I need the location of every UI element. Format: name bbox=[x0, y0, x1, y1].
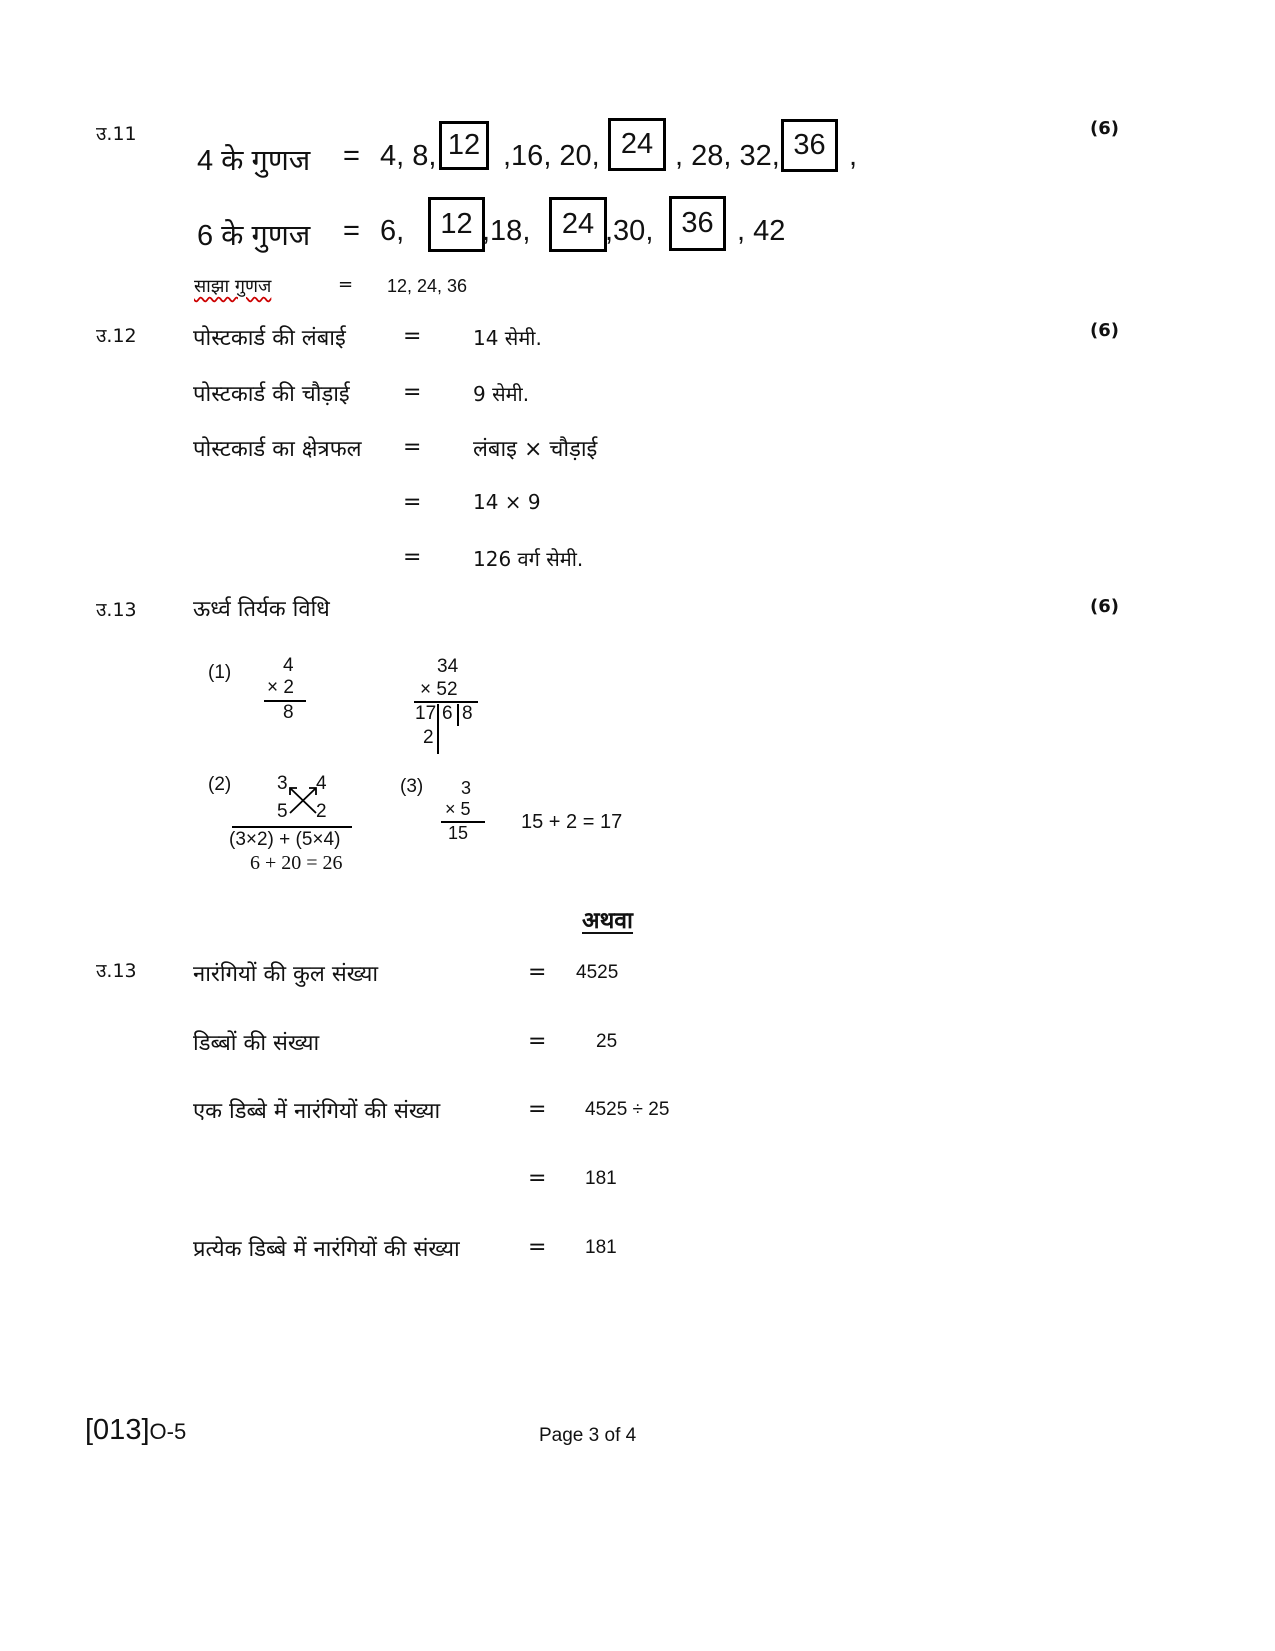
q13-ex1b-r1: 17 bbox=[415, 703, 437, 724]
q11-row2-b: ,18, bbox=[482, 215, 531, 247]
q13-ex2-b: 4 bbox=[316, 773, 327, 794]
q12-area-eq: = bbox=[403, 435, 422, 460]
q12-label: उ.12 bbox=[96, 325, 137, 347]
q13-ex3-top: 3 bbox=[461, 778, 472, 798]
footer-code bbox=[85, 1414, 186, 1447]
q11-row1-box-36: 36 bbox=[781, 119, 838, 172]
q11-row1-b: ,16, 20, bbox=[503, 140, 600, 172]
q12-marks: (6) bbox=[1090, 320, 1119, 341]
q13b-label: उ.13 bbox=[96, 960, 137, 982]
q13b-each-eq: = bbox=[528, 1235, 547, 1260]
q13-ex1b-mult: × 52 bbox=[420, 679, 458, 700]
q11-row1-eq: = bbox=[343, 140, 360, 172]
q13b-boxes-label: डिब्बों की संख्या bbox=[193, 1031, 320, 1056]
q11-label: उ.11 bbox=[96, 123, 137, 145]
q13b-boxes-eq: = bbox=[528, 1029, 547, 1054]
q11-row1-a: 4, 8, bbox=[380, 140, 437, 172]
q12-area-label: पोस्टकार्ड का क्षेत्रफल bbox=[193, 437, 362, 462]
q13-marks: (6) bbox=[1090, 596, 1119, 617]
q13-ex1-top: 4 bbox=[283, 655, 294, 676]
q13-ex2-d: 2 bbox=[316, 801, 327, 822]
q13-ex1b-divider-2 bbox=[457, 704, 459, 726]
q13-ex1-result: 8 bbox=[283, 702, 294, 723]
q11-row2-box-36: 36 bbox=[669, 196, 726, 251]
q13-ex3-result: 15 bbox=[448, 823, 469, 843]
q13-ex1b-divider-1 bbox=[437, 704, 439, 754]
q12-area-result: 126 वर्ग सेमी. bbox=[473, 547, 584, 571]
q11-row1-lhs-text: 4 के गुणज bbox=[197, 145, 311, 177]
q12-length-label: पोस्टकार्ड की लंबाई bbox=[193, 326, 346, 351]
q13-ex1b-carry: 2 bbox=[423, 727, 434, 748]
q13-ex2-c: 5 bbox=[277, 801, 288, 822]
footer-code-sub: O-5 bbox=[149, 1419, 187, 1444]
q11-common-label bbox=[194, 274, 271, 298]
q11-row1-box-24: 24 bbox=[608, 118, 666, 171]
q12-width-value: 9 सेमी. bbox=[473, 382, 530, 406]
q11-row1-c: , 28, 32, bbox=[675, 140, 780, 172]
q12-calc-eq: = bbox=[403, 490, 422, 515]
q13-ex2-a: 3 bbox=[277, 773, 288, 794]
q12-length-value: 14 सेमी. bbox=[473, 326, 542, 350]
q12-width-label: पोस्टकार्ड की चौड़ाई bbox=[193, 382, 350, 407]
q11-marks: (6) bbox=[1090, 118, 1119, 139]
q12-result-eq: = bbox=[403, 545, 422, 570]
q11-common-value: 12, 24, 36 bbox=[387, 276, 468, 296]
q13-ex2-label: (2) bbox=[208, 774, 232, 795]
q13-ex1-label: (1) bbox=[208, 662, 232, 683]
q11-row2-c: ,30, bbox=[605, 215, 654, 247]
q13b-total-value: 4525 bbox=[576, 962, 619, 983]
q11-common-label-text: साझा गुणज bbox=[194, 276, 272, 297]
q13-label: उ.13 bbox=[96, 599, 137, 621]
q13-ex3-mult: × 5 bbox=[445, 799, 471, 819]
q13b-total-eq: = bbox=[528, 960, 547, 985]
q13-ex1b-r2: 6 bbox=[442, 703, 453, 724]
or-heading: अथवा bbox=[582, 908, 634, 934]
q13b-per-box-result: 181 bbox=[585, 1168, 617, 1189]
q13b-each-label: प्रत्येक डिब्बे में नारंगियों की संख्या bbox=[193, 1237, 460, 1262]
q11-row2-box-12: 12 bbox=[428, 197, 485, 252]
q11-row2-box-24: 24 bbox=[549, 197, 607, 252]
q11-row1-lhs bbox=[197, 140, 310, 179]
q13b-boxes-value: 25 bbox=[596, 1031, 618, 1052]
q13-title: ऊर्ध्व तिर्यक विधि bbox=[193, 597, 330, 622]
q13-ex3-final: 15 + 2 = 17 bbox=[521, 811, 623, 833]
q13b-total-label: नारंगियों की कुल संख्या bbox=[193, 962, 379, 987]
q11-row2-lhs: 6 के गुणज bbox=[197, 220, 311, 252]
q13-ex1b-r3: 8 bbox=[462, 703, 473, 724]
q11-row2-d: , 42 bbox=[737, 215, 786, 247]
page-number: Page 3 of 4 bbox=[539, 1425, 637, 1446]
q11-row2-a: 6, bbox=[380, 215, 405, 247]
cross-arrows-icon bbox=[286, 786, 324, 816]
q13b-per-box-label: एक डिब्बे में नारंगियों की संख्या bbox=[193, 1099, 441, 1124]
q13-ex2-sum: 6 + 20 = 26 bbox=[250, 852, 343, 874]
q11-row2-eq: = bbox=[343, 215, 360, 247]
q12-width-eq: = bbox=[403, 380, 422, 405]
q13-ex1-mult: × 2 bbox=[267, 677, 294, 698]
q13-ex2-rule bbox=[232, 826, 352, 828]
q11-row1-d: , bbox=[849, 140, 858, 172]
q13-ex3-label: (3) bbox=[400, 776, 424, 797]
q13b-per-box-eq: = bbox=[528, 1097, 547, 1122]
q12-area-calc: 14 × 9 bbox=[473, 490, 541, 514]
footer-code-main: [013] bbox=[85, 1414, 150, 1446]
q13-ex2-expr: (3×2) + (5×4) bbox=[229, 829, 341, 850]
q13b-result-eq: = bbox=[528, 1166, 547, 1191]
q11-common-eq: = bbox=[338, 274, 354, 295]
q12-length-eq: = bbox=[403, 324, 422, 349]
q13b-per-box-calc: 4525 ÷ 25 bbox=[585, 1099, 670, 1120]
q11-row1-box-12: 12 bbox=[439, 121, 489, 170]
q13b-each-value: 181 bbox=[585, 1237, 617, 1258]
q13-ex1b-top: 34 bbox=[437, 656, 459, 677]
q12-area-formula: लंबाइ × चौड़ाई bbox=[473, 437, 598, 462]
